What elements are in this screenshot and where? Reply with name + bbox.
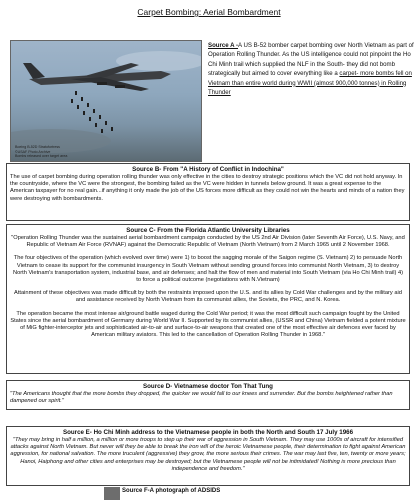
source-e-header: Source E- Ho Chi Minh address to the Vietnamese people in both the North and South 17 July 1966: [62, 429, 354, 436]
source-e-text: "They may bring in half a million, a million or more troops to step up their war of aggression in South Vietnam. They may use 1000s of aircraft for intensified attacks against North Vietnam. But never will they be able to break the iron will of the heroic Vietnamese people, their determination to fight against American aggression, for national salvation. The more truculent (aggressive) they grow, the more serious their crimes. The war may last five, ten, twenty or more years; Hanoi, Haiphong and other cities and enterprises may be destroyed; but the Vietnamese people will not be intimidated! Nothing is more precious than independence and freedom.": [10, 437, 406, 472]
b52-bomber-photo: [10, 40, 202, 162]
source-c-paragraph-4: The operation became the most intense air/ground battle waged during the Cold War period; it was the most difficult such campaign fought by the United States since the aerial bombardment of Germany during World War II. Supported by its communist allies, (USSR and China) Vietnam fielded a potent mixture of MiG fighter-interceptor jets and sophisticated air-to-air and surface-to-air weapons that created one of the most effective air defences ever faced by American military aviators. This led to the cancellation of Operation Rolling Thunder in 1968.": [10, 310, 406, 339]
source-b-box: [6, 163, 410, 221]
caption-line-1: Boeing B-52D Stratofortress: [15, 145, 60, 150]
source-c-paragraph-3: Attainment of these objectives was made difficult by both the restraints imposed upon the U.S. and its allies by Cold War challenges and by the military aid and assistance received by North Vietnam from its communist allies, the Soviets, the PRC, and N. Korea.: [14, 290, 402, 304]
photo-caption: [15, 145, 67, 158]
source-c-header: Source C- From the Florida Atlantic University Libraries: [126, 227, 290, 234]
source-f-photo-thumbnail: [104, 487, 120, 500]
source-a-header: Source A -: [208, 42, 239, 49]
source-e-box: [6, 426, 410, 486]
source-c-paragraph-2: The four objectives of the operation (which evolved over time) were 1) to boost the sagging morale of the Saigon regime (S. Vietnam) 2) to persuade North Vietnam to cease its support for the communist insurgency in South Vietnam without sending ground forces into communist North Vietnam, 3) to destroy North Vietnam's transportation system, industrial base, and air defenses; and halt the flow of men and material into South Vietnam (via Ho Chi Minh trail) 4) to force a political outcome (negotiations with N.Vietnam): [12, 255, 404, 284]
source-d-header: Source D- Vietnamese doctor Ton That Tung: [143, 383, 273, 390]
source-c-paragraph-1: "Operation Rolling Thunder was the sustained aerial bombardment campaign conducted by the US 2nd Air Division (later Seventh Air Force), U.S. Navy, and Republic of Vietnam Air Force (RVNAF) against the Democratic Republic of Vietnam (North Vietnam) from 2 March 1965 until 2 November 1968.: [11, 235, 405, 249]
source-b-text: The use of carpet bombing during operation rolling thunder was only effective in the cities to destroy strategic positions which the VC did not hold anyway. In the countryside, where the VC were the strongest, the bombing failed as the VC were hidden in tunnels below ground. It was a great expense to the American taxpayer for no real gain...if anything it only made the job of the US forces more difficult as they could not win the hearts and minds of a nation they were destroying with bombardments.: [10, 174, 405, 202]
source-c-box: [6, 224, 410, 374]
source-a: [208, 41, 414, 97]
bomber-illustration: [11, 41, 202, 162]
page-title: Carpet Bombing: Aerial Bombardment: [137, 7, 281, 17]
source-a-text-underlined: carpet- more bombs fell on Vietnam than entire world during WWII (almost 900,000 tonnes) in Rolling Thunder: [208, 70, 412, 97]
caption-line-3: Bombs released over target area: [15, 153, 68, 158]
source-d-box: [6, 380, 410, 410]
source-f-header: Source F-A photograph of ADSIDS: [122, 488, 221, 494]
source-b-header: Source B- From "A History of Conflict in Indochina": [132, 166, 284, 173]
caption-line-2: ©USAF Photo Archive: [15, 149, 51, 154]
source-d-text: "The Americans thought that the more bombs they dropped, the quicker we would fall to our knees and surrender. But the bombs heightened rather than dampened our spirit.": [10, 391, 393, 405]
source-a-text: A US B-52 bomber carpet bombing over North Vietnam as part of Operation Rolling Thunder. As the US intelligence could not pinpoint the Ho Chi Minh trail which supplied the NLF in the South- they did not bomb strategically but aimed to cover everything like a: [208, 42, 414, 78]
